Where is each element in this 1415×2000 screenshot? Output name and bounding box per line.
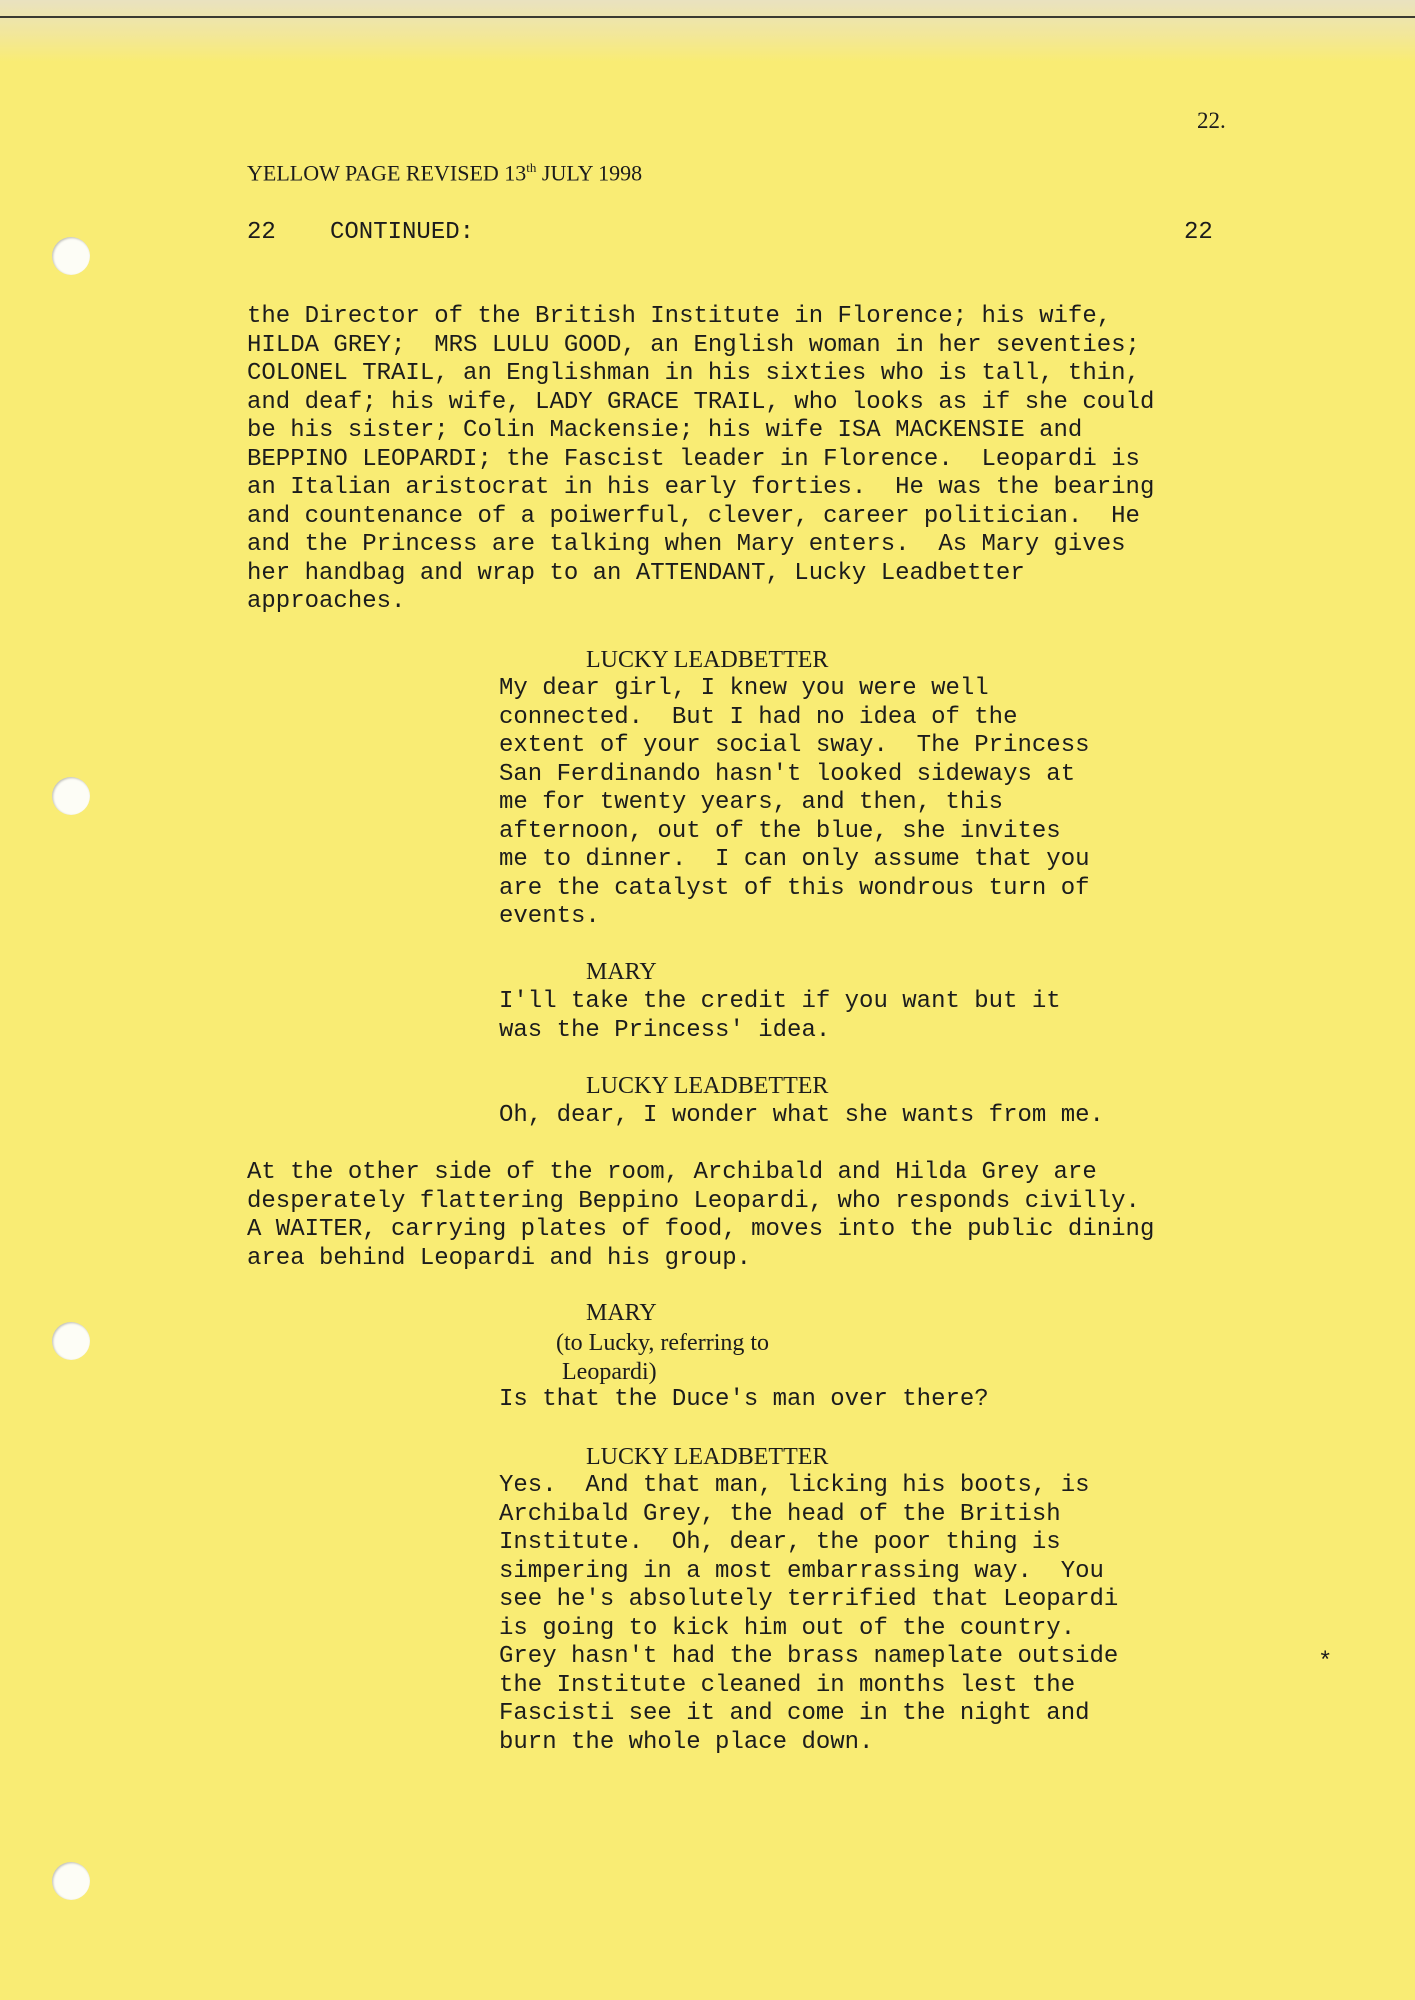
text-line: Grey hasn't had the brass nameplate outside (499, 1643, 1119, 1670)
text-line: Yes. And that man, licking his boots, is (499, 1472, 1090, 1499)
revision-suffix: JULY 1998 (536, 160, 643, 186)
text-line: approaches. (247, 588, 406, 615)
text-line: was the Princess' idea. (499, 1016, 831, 1044)
paper-top-edge (0, 0, 1415, 62)
revision-header (247, 160, 642, 186)
text-line: be his sister; Colin Mackensie; his wife ISA MACKENSIE and (247, 417, 1083, 444)
character-cue: LUCKY LEADBETTER (586, 647, 829, 673)
character-cue: LUCKY LEADBETTER (586, 1073, 829, 1099)
text-line: I'll take the credit if you want but it (499, 988, 1061, 1015)
text-line: the Director of the British Institute in Florence; his wife, (247, 303, 1112, 330)
text-line: BEPPINO LEOPARDI; the Fascist leader in Florence. Leopardi is (247, 445, 1140, 473)
punch-hole (52, 237, 90, 275)
text-line: connected. But I had no idea of the (499, 703, 1018, 731)
text-line: me to dinner. I can only assume that you (499, 846, 1090, 873)
text-line: see he's absolutely terrified that Leopardi (499, 1586, 1119, 1613)
text-line: Is that the Duce's man over there? (499, 1386, 989, 1413)
dialogue-text (499, 988, 1061, 1045)
text-line: desperately flattering Beppino Leopardi, who responds civilly. (247, 1187, 1140, 1215)
text-line: extent of your social sway. The Princess (499, 732, 1090, 759)
text-line: San Ferdinando hasn't looked sideways at (499, 760, 1076, 788)
text-line: and the Princess are talking when Mary enters. As Mary gives (247, 531, 1126, 558)
punch-hole (52, 777, 90, 815)
text-line: Institute. Oh, dear, the poor thing is (499, 1529, 1061, 1556)
page-number: 22. (1197, 108, 1226, 133)
top-rule (0, 16, 1415, 18)
scene-number-left: 22 (247, 219, 276, 246)
text-line: HILDA GREY; MRS LULU GOOD, an English woman in her seventies; (247, 331, 1140, 359)
dialogue-text (499, 1386, 989, 1415)
text-line: burn the whole place down. (499, 1728, 874, 1756)
character-cue: LUCKY LEADBETTER (586, 1444, 829, 1470)
text-line: COLONEL TRAIL, an Englishman in his sixties who is tall, thin, (247, 360, 1140, 387)
punch-hole (52, 1862, 90, 1900)
scene-continued-label: CONTINUED: (330, 219, 475, 246)
text-line: and deaf; his wife, LADY GRACE TRAIL, who looks as if she could (247, 388, 1155, 416)
text-line: simpering in a most embarrassing way. You (499, 1557, 1104, 1585)
text-line: Oh, dear, I wonder what she wants from me. (499, 1102, 1104, 1129)
text-line: is going to kick him out of the country. (499, 1614, 1076, 1642)
text-line: Archibald Grey, the head of the British (499, 1500, 1061, 1528)
action-paragraph-2 (247, 1159, 1154, 1273)
revision-prefix: YELLOW PAGE REVISED 13 (247, 160, 527, 186)
text-line: her handbag and wrap to an ATTENDANT, Lucky Leadbetter (247, 559, 1025, 587)
scene-number-right: 22 (1184, 219, 1213, 246)
text-line: an Italian aristocrat in his early forties. He was the bearing (247, 474, 1155, 501)
character-cue: MARY (586, 959, 657, 985)
text-line: and countenance of a poiwerful, clever, career politician. He (247, 502, 1140, 530)
text-line: afternoon, out of the blue, she invites (499, 817, 1061, 845)
text-line: me for twenty years, and then, this (499, 789, 1004, 816)
text-line: Fascisti see it and come in the night and (499, 1700, 1090, 1727)
text-line: area behind Leopardi and his group. (247, 1244, 752, 1272)
action-paragraph-1 (247, 303, 1154, 617)
text-line: are the catalyst of this wondrous turn of (499, 874, 1090, 902)
dialogue-text (499, 1102, 1104, 1131)
text-line: Leopardi) (556, 1358, 657, 1385)
text-line: A WAITER, carrying plates of food, moves into the public dining (247, 1216, 1155, 1243)
character-cue: MARY (586, 1300, 657, 1326)
text-line: (to Lucky, referring to (556, 1330, 770, 1356)
dialogue-text (499, 675, 1090, 932)
revision-asterisk: * (1318, 1649, 1333, 1676)
punch-hole (52, 1322, 90, 1360)
revision-sup: th (526, 160, 537, 175)
parenthetical (556, 1329, 769, 1386)
text-line: events. (499, 903, 600, 930)
dialogue-text (499, 1472, 1118, 1757)
text-line: At the other side of the room, Archibald and Hilda Grey are (247, 1159, 1097, 1186)
text-line: My dear girl, I knew you were well (499, 675, 989, 702)
text-line: the Institute cleaned in months lest the (499, 1671, 1076, 1699)
